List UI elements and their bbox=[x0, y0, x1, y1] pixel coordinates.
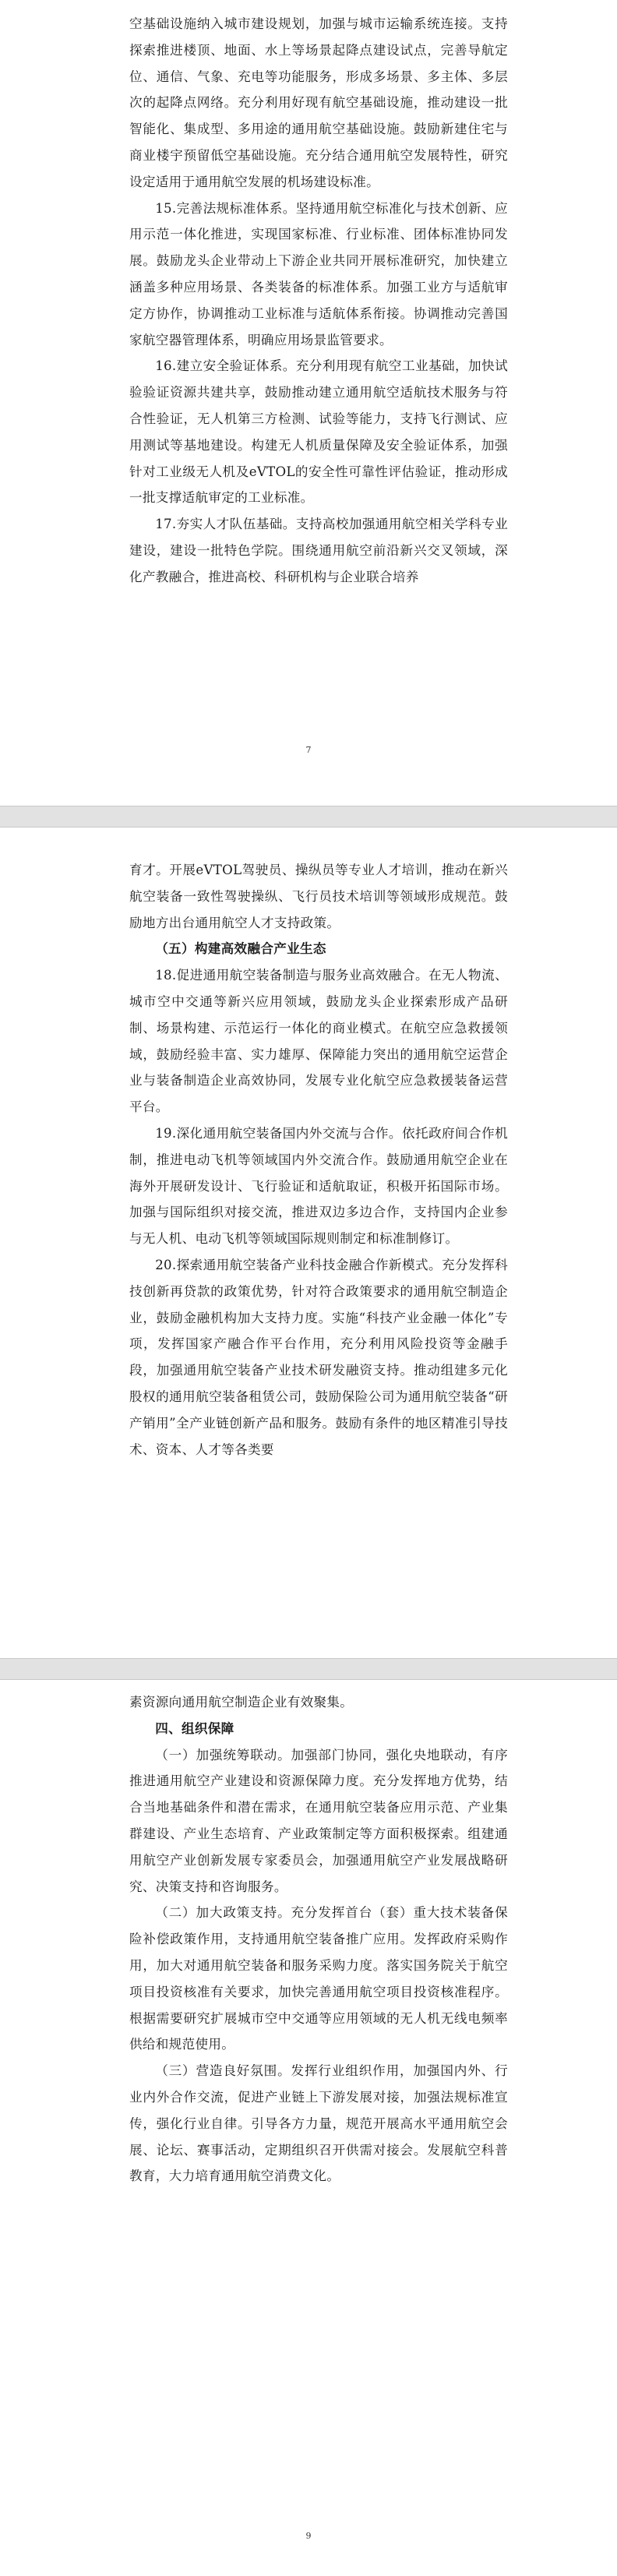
document-page-8 bbox=[0, 827, 617, 1658]
paragraph: 18.促进通用航空装备制造与服务业高效融合。在无人物流、城市空中交通等新兴应用领域，鼓励龙头企业探索形成产品研制、场景构建、示范运行一体化的商业模式。在航空应急救援领域，鼓励经验丰富、实力雄厚、保障能力突出的通用航空运营企业与装备制造企业高效协同，发展专业化航空应急救援装备运营平台。 bbox=[129, 968, 508, 1115]
paragraph: 16.建立安全验证体系。充分利用现有航空工业基础，加快试验验证资源共建共享，鼓励推动建立通用航空适航技术服务与符合性验证，无人机第三方检测、试验等能力，支持飞行测试、应用测试等基地建设。构建无人机质量保障及安全验证体系，加强针对工业级无人机及eVTOL的安全性可靠性评估验证，推动形成一批支撑适航审定的工业标准。 bbox=[129, 358, 508, 506]
paragraph: 素资源向通用航空制造企业有效聚集。 bbox=[129, 1695, 354, 1710]
subsection-heading: （五）构建高效融合产业生态 bbox=[155, 940, 326, 957]
page-body bbox=[129, 1689, 508, 2190]
paragraph: 19.深化通用航空装备国内外交流与合作。依托政府间合作机制，推进电动飞机等领域国内外交流合作。鼓励通用航空企业在海外开展研发设计、飞行验证和适航取证，积极开拓国际市场。加强与国际组织对接交流，推进双边多边合作，支持国内企业参与无人机、电动飞机等领域国际规则制定和标准制修订。 bbox=[129, 1125, 508, 1247]
paragraph: （二）加大政策支持。充分发挥首台（套）重大技术装备保险补偿政策作用，支持通用航空装备推广应用。发挥政府采购作用，加大对通用航空装备和服务采购力度。落实国务院关于航空项目投资核准有关要求，加快完善通用航空项目投资核准程序。根据需要研究扩展城市空中交通等应用领域的无人机无线电频率供给和规范使用。 bbox=[129, 1905, 508, 2052]
paragraph: 17.夯实人才队伍基础。支持高校加强通用航空相关学科专业建设，建设一批特色学院。围绕通用航空前沿新兴交叉领域，深化产教融合，推进高校、科研机构与企业联合培养 bbox=[129, 517, 508, 584]
page-number: 7 bbox=[305, 745, 312, 755]
page-number: 9 bbox=[305, 2531, 312, 2541]
page-body bbox=[129, 857, 508, 1463]
section-heading: 四、组织保障 bbox=[155, 1720, 234, 1736]
page-separator bbox=[0, 1658, 617, 1680]
document-page-7 bbox=[0, 0, 617, 806]
paragraph: （三）营造良好氛围。发挥行业组织作用，加强国内外、行业内外合作交流，促进产业链上下游发展对接，加强法规标准宣传，强化行业自律。引导各方力量，规范开展高水平通用航空会展、论坛、赛事活动，定期组织召开供需对接会。发展航空科普教育，大力培育通用航空消费文化。 bbox=[129, 2063, 508, 2184]
paragraph: 15.完善法规标准体系。坚持通用航空标准化与技术创新、应用示范一体化推进，实现国家标准、行业标准、团体标准协同发展。鼓励龙头企业带动上下游企业共同开展标准研究，加快建立涵盖多种应用场景、各类装备的标准体系。加强工业方与适航审定方协作，协调推动工业标准与适航体系衔接。协调推动完善国家航空器管理体系，明确应用场景监管要求。 bbox=[129, 200, 508, 348]
page-separator bbox=[0, 806, 617, 827]
paragraph: （一）加强统筹联动。加强部门协同，强化央地联动，有序推进通用航空产业建设和资源保障力度。充分发挥地方优势，结合当地基础条件和潜在需求，在通用航空装备应用示范、产业集群建设、产业生态培育、产业政策制定等方面积极探索。组建通用航空产业创新发展专家委员会，加强通用航空产业发展战略研究、决策支持和咨询服务。 bbox=[129, 1747, 508, 1894]
document-page-9 bbox=[0, 1680, 617, 2576]
page-body bbox=[129, 11, 508, 591]
paragraph: 20.探索通用航空装备产业科技金融合作新模式。充分发挥科技创新再贷款的政策优势，针对符合政策要求的通用航空制造企业，鼓励金融机构加大支持力度。实施“科技产业金融一体化”专项，发挥国家产融合作平台作用，充分利用风险投资等金融手段，加强通用航空装备产业技术研发融资支持。推动组建多元化股权的通用航空装备租赁公司，鼓励保险公司为通用航空装备“研产销用”全产业链创新产品和服务。鼓励有条件的地区精准引导技术、资本、人才等各类要 bbox=[129, 1257, 508, 1457]
paragraph: 空基础设施纳入城市建设规划，加强与城市运输系统连接。支持探索推进楼顶、地面、水上等场景起降点建设试点，完善导航定位、通信、气象、充电等功能服务，形成多场景、多主体、多层次的起降点网络。充分利用好现有航空基础设施，推动建设一批智能化、集成型、多用途的通用航空基础设施。鼓励新建住宅与商业楼宇预留低空基础设施。充分结合通用航空发展特性，研究设定适用于通用航空发展的机场建设标准。 bbox=[129, 16, 508, 189]
paragraph: 育才。开展eVTOL驾驶员、操纵员等专业人才培训，推动在新兴航空装备一致性驾驶操纵、飞行员技术培训等领域形成规范。鼓励地方出台通用航空人才支持政策。 bbox=[129, 863, 508, 930]
